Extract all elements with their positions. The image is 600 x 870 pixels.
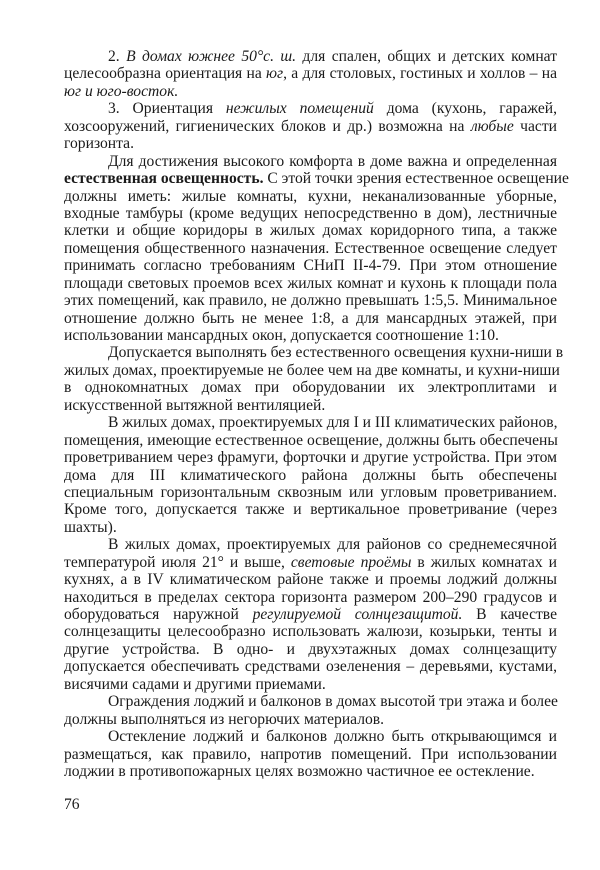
- text-segment: Ограждения лоджий и балконов в домах высотой три этажа и более: [108, 693, 558, 711]
- text-segment: Для достижения высокого комфорта в доме важна и определенная: [108, 152, 557, 170]
- page-body: [64, 48, 569, 780]
- text-line: [64, 310, 557, 327]
- text-segment: в жилых комнатах и: [411, 553, 557, 571]
- text-line: [64, 676, 557, 693]
- text-line: [64, 554, 557, 571]
- text-line: [64, 240, 557, 257]
- text-segment: должны выполняться из негорючих материалов.: [64, 710, 385, 728]
- text-line: [64, 746, 557, 763]
- text-line: [64, 449, 557, 466]
- text-segment: хозсооружений, гигиенических блоков и др.) возможна на: [64, 117, 471, 135]
- text-line: [64, 344, 564, 362]
- text-segment: шахты).: [64, 518, 117, 536]
- text-segment: должны иметь: жилые комнаты, кухни, неканализованные уборные,: [64, 187, 557, 205]
- text-segment: входные тамбуры (кроме ведущих непосредственно в дом), лестничные: [64, 204, 557, 222]
- text-segment: специальным горизонтальным сквозным или угловым проветриванием.: [64, 483, 557, 501]
- text-line: [64, 205, 557, 222]
- text-segment: допускается обеспечивать средствами озеленения – деревьями, кустами,: [64, 658, 557, 676]
- text-line: [64, 65, 557, 82]
- italic-text: регулируемой солнцезащитой.: [252, 606, 463, 623]
- text-segment: дома для III климатического района должны быть обеспечены: [64, 466, 557, 484]
- text-line: [64, 361, 560, 379]
- text-line: [64, 327, 557, 344]
- text-segment: проветриванием через фрамуги, форточки и другие устройства. При этом: [64, 449, 557, 467]
- text-line: [64, 153, 557, 170]
- italic-text: В домах южнее 50°с. ш.: [126, 48, 297, 65]
- text-segment: горизонта.: [64, 135, 134, 153]
- text-segment: клетки и общие коридоры в жилых домах коридорного типа, а также: [64, 222, 557, 240]
- italic-text: световые проёмы: [290, 553, 412, 571]
- text-segment: части: [513, 117, 558, 135]
- text-segment: отношение должно быть не менее 1:8, а для мансардных этажей, при: [64, 309, 557, 327]
- text-segment: находиться в пределах сектора горизонта размером 200–290 градусов и: [64, 588, 557, 606]
- text-line: [64, 693, 557, 710]
- paragraph: [64, 728, 557, 780]
- italic-text: нежилых помещений: [225, 100, 374, 118]
- text-line: [64, 379, 557, 396]
- text-segment: использовании мансардных окон, допускается соотношение 1:10.: [64, 327, 499, 344]
- text-line: [64, 222, 557, 239]
- text-line: [64, 571, 557, 588]
- paragraph: [64, 693, 557, 728]
- text-line: [64, 292, 557, 309]
- text-line: [64, 397, 557, 414]
- paragraph: [64, 414, 557, 536]
- text-line: [64, 275, 557, 292]
- text-line: [64, 118, 557, 135]
- text-segment: помещения общественного назначения. Естественное освещение следует: [64, 239, 557, 257]
- text-segment: этих помещений, как правило, не должно превышать 1:5,5. Минимальное: [64, 292, 557, 310]
- text-line: [64, 135, 557, 152]
- text-line: [64, 414, 557, 431]
- text-segment: целесообразна ориентация на: [64, 65, 267, 83]
- text-line: [64, 83, 557, 100]
- text-line: [64, 763, 557, 780]
- paragraph: [64, 48, 557, 100]
- text-segment: жилых домах, проектируемые не более чем на две комнаты, и кухни-ниши: [64, 361, 560, 379]
- text-segment: дома (кухонь, гаражей,: [373, 100, 557, 118]
- text-segment: площади световых проемов всех жилых комнат и кухонь к площади пола: [64, 274, 557, 292]
- text-segment: искусственной вытяжной вентиляцией.: [64, 396, 326, 414]
- text-line: [64, 48, 557, 65]
- text-segment: 2.: [108, 48, 127, 65]
- italic-text: любые: [470, 117, 514, 135]
- text-segment: в однокомнатных домах при оборудовании их электроплитами и: [64, 379, 557, 397]
- text-segment: , а для столовых, гостиных и холлов – на: [283, 65, 557, 83]
- text-segment: Кроме того, допускается также и вертикальное проветривание (через: [64, 501, 557, 519]
- text-segment: В качестве: [462, 606, 557, 623]
- text-segment: оборудоваться наружной: [64, 606, 253, 623]
- text-line: [64, 589, 557, 606]
- text-line: [64, 623, 557, 640]
- paragraph: [64, 344, 564, 414]
- text-line: [64, 170, 569, 188]
- paragraph: [64, 536, 557, 693]
- text-segment: Допускается выполнять без естественного освещения кухни-ниши в: [108, 344, 564, 362]
- text-segment: 3. Ориентация: [108, 100, 226, 118]
- text-segment: В жилых домах, проектируемых для I и III климатических районов,: [108, 414, 558, 432]
- text-segment: лоджии в противопожарных целях возможно частичное ее остекление.: [64, 762, 535, 780]
- text-line: [64, 100, 557, 117]
- text-segment: С этой точки зрения естественное освещение: [263, 170, 569, 188]
- text-line: [64, 484, 557, 501]
- paragraph: [64, 100, 557, 152]
- text-line: [64, 536, 557, 553]
- text-segment: принимать согласно требованиям СНиП II-4-79. При этом отношение: [64, 257, 557, 275]
- text-line: [64, 467, 557, 484]
- text-line: [64, 519, 557, 536]
- text-segment: размещаться, как правило, напротив помещений. При использовании: [64, 745, 557, 763]
- page-number: 76: [64, 796, 80, 813]
- text-segment: другие устройства. В одно- и двухэтажных домах солнцезащиту: [64, 640, 557, 658]
- text-line: [64, 658, 557, 675]
- text-segment: для спален, общих и детских комнат: [296, 48, 558, 65]
- text-segment: Остекление лоджий и балконов должно быть открывающимся и: [108, 728, 557, 746]
- text-segment: температурой июля 21° и выше,: [64, 553, 291, 571]
- text-line: [64, 711, 557, 728]
- text-line: [64, 501, 557, 518]
- text-line: [64, 606, 557, 623]
- italic-text: юг: [266, 65, 284, 83]
- italic-text: юг и юго-восток.: [64, 82, 179, 100]
- bold-text: естественная освещенность.: [64, 170, 264, 188]
- text-line: [64, 432, 557, 449]
- text-segment: висячими садами и другими приемами.: [64, 675, 326, 693]
- text-line: [64, 257, 557, 274]
- text-line: [64, 728, 557, 745]
- text-segment: В жилых домах, проектируемых для районов со среднемесячной: [108, 536, 557, 554]
- text-line: [64, 641, 557, 658]
- paragraph: [64, 152, 569, 345]
- text-line: [64, 188, 557, 205]
- text-segment: солнцезащиты целесообразно использовать жалюзи, козырьки, тенты и: [64, 623, 557, 641]
- text-segment: кухнях, а в IV климатическом районе также и проемы лоджий должны: [64, 571, 557, 589]
- text-segment: помещения, имеющие естественное освещение, должны быть обеспечены: [64, 431, 558, 449]
